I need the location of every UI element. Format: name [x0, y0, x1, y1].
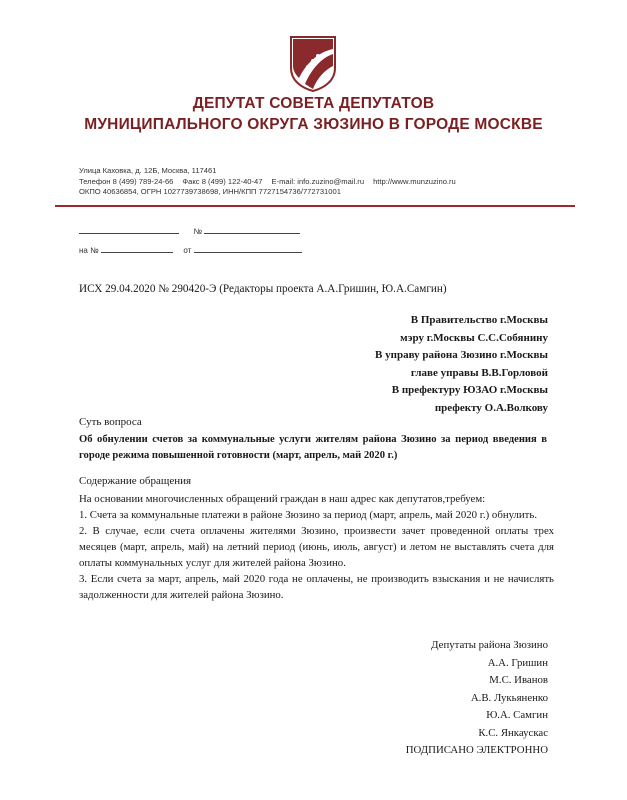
letterhead-fax: Факс 8 (499) 122-40-47 — [182, 176, 263, 186]
signature-name: М.С. Иванов — [489, 674, 548, 686]
ref-from-line — [194, 244, 302, 253]
addressee-block — [375, 312, 548, 418]
appeal-paragraph: 3. Если счета за март, апрель, май 2020 года не оплачены, не производить взыскания и не начислять задолженности для жителей района Зюзино. — [79, 573, 554, 601]
addressee-line: префекту О.А.Волкову — [434, 401, 548, 414]
ref-incoming-row — [79, 244, 302, 255]
subject-text: Об обнулении счетов за коммунальные услуги жителям района Зюзино за период введения в городе режима повышенной готовности (март, апрель, май 2020 г.) — [79, 434, 547, 461]
appeal-label: Содержание обращения — [79, 475, 192, 487]
appeal-paragraph: На основании многочисленных обращений граждан в наш адрес как депутатов,требуем: — [79, 493, 486, 505]
outgoing-number: ИСХ 29.04.2020 № 290420-Э (Редакторы проекта А.А.Гришин, Ю.А.Самгин) — [79, 283, 447, 295]
letterhead-divider — [55, 205, 575, 207]
coat-of-arms-icon — [289, 34, 337, 92]
appeal-body — [79, 491, 554, 603]
letterhead-title-line1: ДЕПУТАТ СОВЕТА ДЕПУТАТОВ — [192, 95, 435, 112]
ref-number-row — [79, 225, 300, 236]
ref-incoming-label: на № — [79, 246, 99, 255]
addressee-line: В Правительство г.Москвы — [410, 314, 548, 326]
appeal-paragraph: 1. Счета за коммунальные платежи в районе Зюзино за период (март, апрель, май 2020 г.) обнулить. — [79, 509, 538, 521]
addressee-line: В префектуру ЮЗАО г.Москвы — [391, 384, 548, 397]
signature-footer: ПОДПИСАНО ЭЛЕКТРОННО — [405, 744, 548, 756]
signature-name: К.С. Янкаускас — [478, 726, 548, 739]
signature-heading: Депутаты района Зюзино — [431, 639, 548, 651]
letterhead-email: E-mail: info.zuzino@mail.ru — [271, 176, 365, 186]
ref-from-label: от — [183, 246, 192, 255]
ref-number-line — [204, 225, 300, 234]
signature-block — [406, 637, 548, 760]
letterhead-contacts — [79, 166, 539, 198]
signature-name: А.А. Гришин — [487, 656, 548, 669]
addressee-line: мэру г.Москвы С.С.Собянину — [400, 331, 548, 344]
letterhead-phone: Телефон 8 (499) 789-24-66 — [79, 176, 174, 186]
ref-date-line — [79, 225, 179, 234]
letterhead-address: Улица Каховка, д. 12Б, Москва, 117461 — [79, 166, 217, 175]
appeal-paragraph: 2. В случае, если счета оплачены жителями Зюзино, произвести зачет проведенной оплаты трех месяцев (март, апрель, май) на летний период (июнь, июль, август) и летом не выставлять счета для оплаты коммунальных услуг для жителей района Зюзино. — [79, 525, 554, 569]
addressee-line: главе управы В.В.Горловой — [410, 366, 548, 379]
ref-incoming-line — [101, 244, 173, 253]
signature-name: Ю.А. Самгин — [486, 709, 548, 721]
letterhead-title-line2: МУНИЦИПАЛЬНОГО ОКРУГА ЗЮЗИНО В ГОРОДЕ МОСКВЕ — [84, 116, 543, 133]
letterhead-registry: ОКПО 40636854, ОГРН 1027739738698, ИНН/КПП 7727154736/772731001 — [79, 187, 341, 196]
subject-label: Суть вопроса — [79, 416, 142, 428]
letterhead-website: http://www.munzuzino.ru — [373, 176, 456, 186]
letterhead-contact-line — [79, 177, 539, 188]
ref-number-label: № — [193, 227, 203, 236]
signature-name: А.В. Лукьяненко — [470, 691, 548, 704]
addressee-line: В управу района Зюзино г.Москвы — [375, 349, 548, 362]
